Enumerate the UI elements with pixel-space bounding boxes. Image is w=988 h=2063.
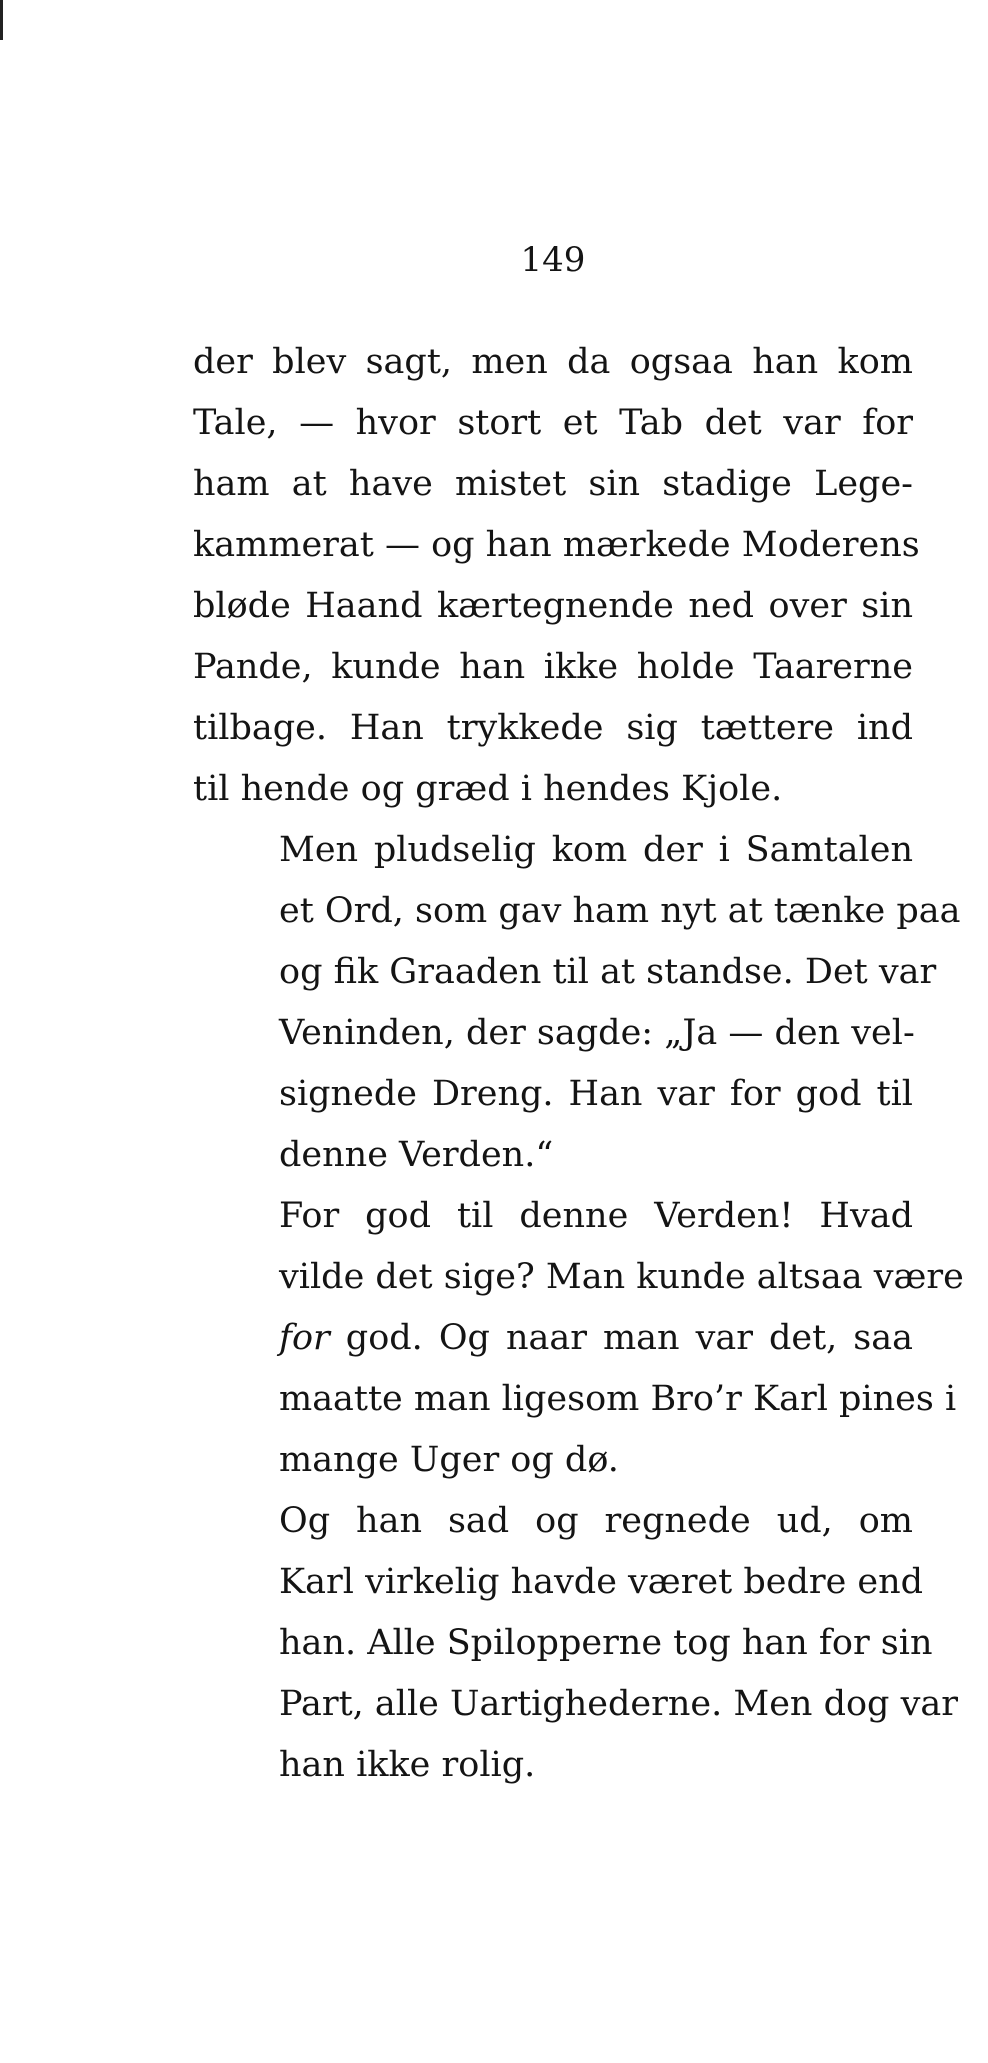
text-line: han ikke rolig. <box>279 1745 536 1785</box>
text-line: Karl virkelig havde været bedre end <box>279 1562 924 1602</box>
text-line: og fik Graaden til at standse. Det var <box>279 952 937 992</box>
text-line: vilde det sige? Man kunde altsaa være <box>279 1257 964 1297</box>
text-line: Og han sad og regnede ud, om <box>279 1501 913 1541</box>
text-line: Veninden, der sagde: „Ja — den vel- <box>279 1013 915 1053</box>
page-number: 149 <box>520 240 586 280</box>
text-line: Part, alle Uartighederne. Men dog var <box>279 1684 958 1724</box>
text-line-with-emphasis <box>193 1308 913 1369</box>
text-line: signede Dreng. Han var for god til <box>279 1074 913 1114</box>
paragraph-4 <box>193 1491 958 1796</box>
body-text <box>193 332 964 1796</box>
text-line: Men pludselig kom der i Samtalen <box>279 830 913 870</box>
paragraph-3 <box>193 1186 964 1491</box>
text-line: Pande, kunde han ikke holde Taarerne <box>193 647 913 687</box>
text-line: maatte man ligesom Bro’r Karl pines i <box>279 1379 957 1419</box>
text-line: mange Uger og dø. <box>279 1440 619 1480</box>
text-line: til hende og græd i hendes Kjole. <box>193 769 783 809</box>
text-line: et Ord, som gav ham nyt at tænke paa <box>279 891 961 931</box>
text-line: Tale, — hvor stort et Tab det var for <box>193 403 913 443</box>
text-line: kammerat — og han mærkede Moderens <box>193 525 920 565</box>
text-fragment: god. Og naar man var det, saa <box>345 1318 913 1358</box>
text-line: tilbage. Han trykkede sig tættere ind <box>193 708 913 748</box>
text-line: bløde Haand kærtegnende ned over sin <box>193 586 913 626</box>
paragraph-1 <box>193 332 920 820</box>
text-line: der blev sagt, men da ogsaa han kom <box>193 342 913 382</box>
emphasis-word: for <box>279 1318 330 1358</box>
page-edge-mark <box>0 0 3 40</box>
paragraph-2 <box>193 820 961 1186</box>
text-line: ham at have mistet sin stadige Lege- <box>193 464 913 504</box>
text-line: han. Alle Spilopperne tog han for sin <box>279 1623 933 1663</box>
text-line: denne Verden.“ <box>279 1135 554 1175</box>
text-line: For god til denne Verden! Hvad <box>279 1196 913 1236</box>
